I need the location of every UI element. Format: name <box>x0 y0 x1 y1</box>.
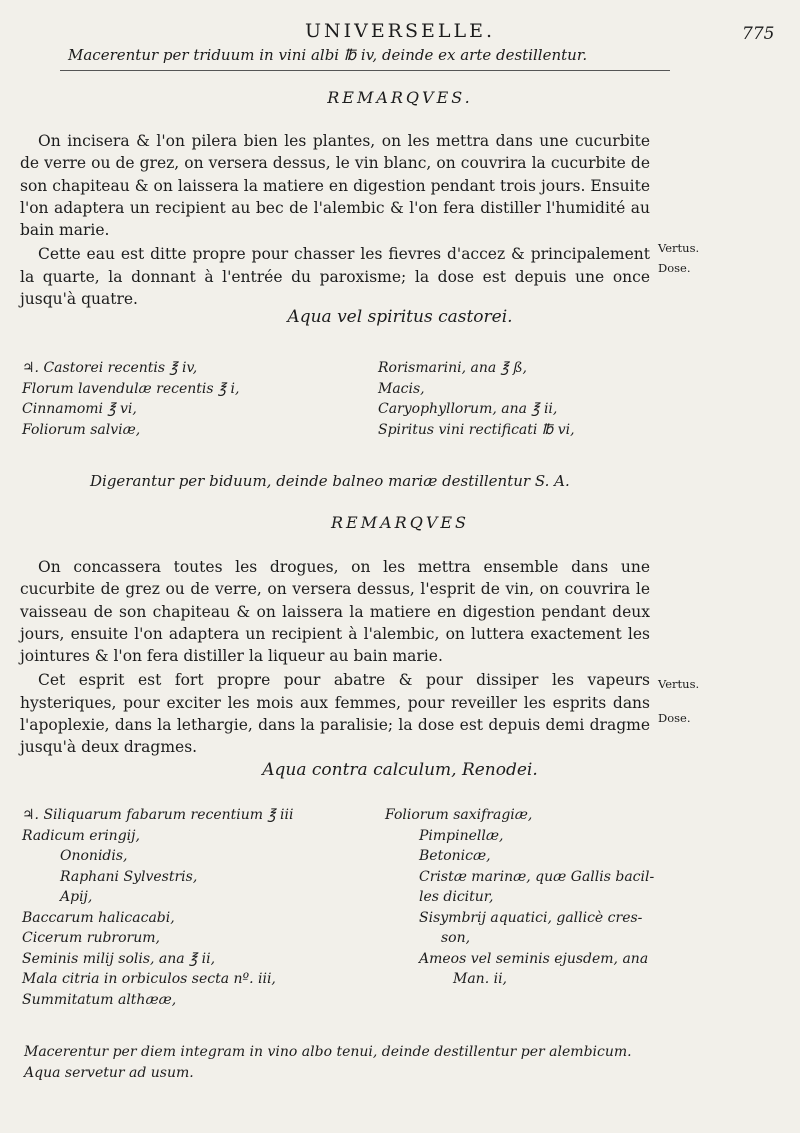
ingredient: son, <box>441 930 471 946</box>
margin-note-dose-1: Dose. <box>658 261 691 275</box>
ingredient: Rorismarini, ana ℥ ß, <box>378 360 528 376</box>
ingredient: Cristæ marinæ, quæ Gallis bacil- <box>419 868 655 885</box>
remarks-1-paragraph-1: On incisera & l'on pilera bien les plantes, on les mettra dans une cucurbite de verre ou de grez, on versera dessus, le vin blanc, on couvrira la cucurbite de son chapiteau & on laissera la matiere en digestion pendant trois jours. Ensuite l'on adaptera un recipient au bec de l'alembic & l'on fera distiller l'humidité au bain marie. <box>20 132 650 240</box>
page-number: 775 <box>742 24 775 44</box>
ingredient: Caryophyllorum, ana ℥ ii, <box>378 401 558 417</box>
castorei-instruction: Digerantur per biduum, deinde balneo mariæ destillentur S. A. <box>90 472 570 490</box>
ingredient: Sisymbrij aquatici, gallicè cres- <box>419 909 643 926</box>
running-head-title: UNIVERSELLE. <box>304 20 496 42</box>
castorei-ingredients-left <box>22 358 239 440</box>
ingredient: Man. ii, <box>453 971 508 987</box>
ingredient: Florum lavendulæ recentis ℥ i, <box>22 380 240 397</box>
ingredient: Foliorum saxifragiæ, <box>385 807 533 823</box>
ingredient: Seminis milij solis, ana ℥ ii, <box>22 950 216 967</box>
ingredient: Radicum eringij, <box>22 827 140 844</box>
ingredient: Raphani Sylvestris, <box>60 868 198 885</box>
remarks-heading-1: REMARQVES. <box>327 88 473 107</box>
ingredient: ♃. Siliquarum fabarum recentium ℥ iii <box>22 807 294 823</box>
ingredient: Ameos vel seminis ejusdem, ana <box>419 950 649 967</box>
ingredient: Macis, <box>378 380 425 397</box>
ingredient: Mala citria in orbiculos secta nº. iii, <box>22 971 276 987</box>
ingredient: Cinnamomi ℥ vi, <box>22 401 137 417</box>
ingredient: Ononidis, <box>60 848 128 864</box>
ingredient: Baccarum halicacabi, <box>22 909 175 926</box>
ingredient: Apij, <box>60 889 93 905</box>
ingredient: Pimpinellæ, <box>419 827 504 844</box>
remarks-1-body <box>20 130 650 310</box>
ingredient: les dicitur, <box>419 889 494 905</box>
margin-note-dose-2: Dose. <box>658 711 691 725</box>
remarks-2-body <box>20 556 650 759</box>
recipe-title-calculum: Aqua contra calculum, Renodei. <box>262 760 538 780</box>
ingredient: Betonicæ, <box>419 848 491 864</box>
ingredient: Summitatum althææ, <box>22 991 177 1008</box>
calculum-ingredients-left <box>22 805 293 1010</box>
remarks-2-paragraph-2: Cet esprit est fort propre pour abatre & pour dissiper les vapeurs hysteriques, pour exciter les mois aux femmes, pour reveiller les esprits dans l'apoplexie, dans la lethargie, dans la paralisie; la dose est depuis demi dragme jusqu'à deux dragmes. <box>20 671 650 757</box>
castorei-ingredients-right <box>378 358 575 440</box>
remarks-heading-2: REMARQVES <box>330 513 470 532</box>
header-rule <box>60 70 670 71</box>
ingredient: Cicerum rubrorum, <box>22 930 160 946</box>
remarks-1-paragraph-2: Cette eau est ditte propre pour chasser les fievres d'accez & principalement la quarte, la donnant à l'entrée du paroxisme; la dose est depuis une once jusqu'à quatre. <box>20 245 650 309</box>
running-head-instruction: Macerentur per triduum in vini albi ℔ iv, deinde ex arte destillentur. <box>68 46 588 64</box>
ingredient: Spiritus vini rectificati ℔ vi, <box>378 421 575 438</box>
calculum-ingredients-right <box>385 805 654 990</box>
remarks-2-paragraph-1: On concassera toutes les drogues, on les mettra ensemble dans une cucurbite de grez ou de verre, on versera dessus, l'esprit de vin, on couvrira le vaisseau de son chapiteau & on laissera la matiere en digestion pendant deux jours, ensuite l'on adaptera un recipient à l'alembic, on luttera exactement les jointures & l'on fera distiller la liqueur au bain marie. <box>20 558 650 666</box>
ingredient: Foliorum salviæ, <box>22 421 141 438</box>
margin-note-vertus-1: Vertus. <box>658 241 700 255</box>
margin-note-vertus-2: Vertus. <box>658 677 700 691</box>
calculum-instruction: Macerentur per diem integram in vino albo tenui, deinde destillentur per alembicum. Aqua servetur ad usum. <box>24 1044 632 1081</box>
recipe-title-castorei: Aqua vel spiritus castorei. <box>287 307 513 327</box>
ingredient: ♃. Castorei recentis ℥ iv, <box>22 360 198 376</box>
